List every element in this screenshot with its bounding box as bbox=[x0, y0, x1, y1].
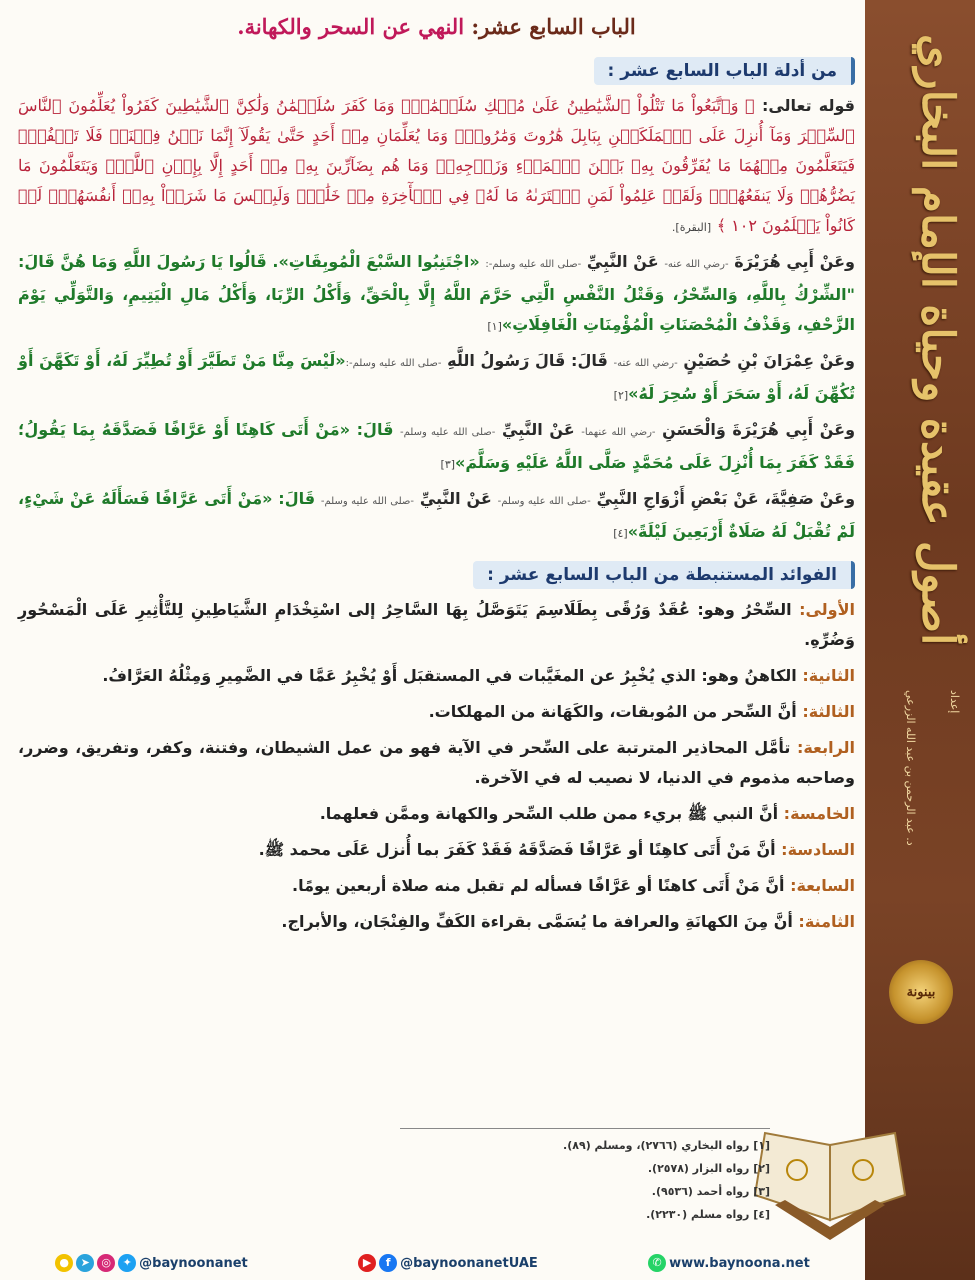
footnote: [٤] رواه مسلم (٢٢٣٠). bbox=[646, 1208, 770, 1221]
benefit-label: الثامنة: bbox=[792, 912, 855, 931]
social-group-3[interactable] bbox=[648, 1254, 810, 1272]
benefit-item bbox=[18, 835, 855, 865]
evidence-heading: من أدلة الباب السابع عشر : bbox=[594, 57, 855, 85]
chapter-name: النهي عن السحر والكهانة. bbox=[237, 14, 465, 39]
hadith-narrator: وعَنْ أَبِي هُرَيْرَةَ وَالْحَسَنِ bbox=[655, 420, 856, 439]
benefit-item bbox=[18, 661, 855, 691]
hadith-text: قَالَ: «مَنْ أَتَى كَاهِنًا أَوْ عَرَّافًا فَصَدَّقَهُ بِمَا يَقُولُ؛ فَقَدْ كَفَرَ بِمَا أُنْزِلَ عَلَى مُحَمَّدٍ صَلَّى اللَّهُ عَلَيْهِ وَسَلَّمَ» bbox=[18, 420, 855, 472]
hadith-text: «لَيْسَ مِنَّا مَنْ تَطَيَّرَ أَوْ تُطِيِّرَ لَهُ، أَوْ تَكَهَّنَ أَوْ تُكُهِّنَ لَهُ، أَوْ سَحَرَ أَوْ سُحِرَ لَهُ» bbox=[18, 351, 855, 403]
telegram-icon: ➤ bbox=[76, 1254, 94, 1272]
benefit-text: أنَّ مَنْ أَتَى كاهنًا أو عَرَّافًا فسأله لم تقبل منه صلاة أربعين يومًا. bbox=[292, 876, 785, 895]
hadith-salutation: -رضي الله عنه- bbox=[664, 259, 729, 270]
quran-text: ﴿ وَٱتَّبَعُواْ مَا تَتْلُواْ ٱلشَّيَٰطِينُ عَلَىٰ مُلۡكِ سُلَيۡمَٰنَۖ وَمَا كَفَرَ سُلَيۡمَٰنُ وَلَٰكِنَّ ٱلشَّيَٰطِينَ كَفَرُواْ يُعَلِّمُونَ ٱلنَّاسَ ٱلسِّحۡرَ وَمَآ أُنزِلَ عَلَى ٱلۡمَلَكَيۡنِ بِبَابِلَ هَٰرُوتَ وَمَٰرُوتَۚ وَمَا يُعَلِّمَانِ مِنۡ أَحَدٍ حَتَّىٰ يَقُولَآ إِنَّمَا نَحۡنُ فِتۡنَةٞ فَلَا تَكۡفُرۡۖ فَيَتَعَلَّمُونَ مِنۡهُمَا مَا يُفَرِّقُونَ بِهِۦ بَيۡنَ ٱلۡمَرۡءِ وَزَوۡجِهِۦۚ وَمَا هُم بِضَآرِّينَ بِهِۦ مِنۡ أَحَدٍ إِلَّا بِإِذۡنِ ٱللَّهِۚ وَيَتَعَلَّمُونَ مَا يَضُرُّهُمۡ وَلَا يَنفَعُهُمۡۚ وَلَقَدۡ عَلِمُواْ لَمَنِ ٱشۡتَرَىٰهُ مَا لَهُۥ فِي ٱلۡأٓخِرَةِ مِنۡ خَلَٰقٖۚ وَلَبِئۡسَ مَا شَرَوۡاْ بِهِۦٓ أَنفُسَهُمۡۚ لَوۡ كَانُواْ يَعۡلَمُونَ ١٠٢ ﴾ bbox=[18, 96, 856, 235]
benefit-text: أنَّ النبي ﷺ بريء ممن طلب السِّحر والكهانة وممَّن فعلهما. bbox=[319, 804, 779, 823]
hadith-1 bbox=[18, 247, 855, 342]
benefit-label: الخامسة: bbox=[778, 804, 855, 823]
baynoona-logo bbox=[889, 960, 953, 1024]
hadith-narrator: وعَنْ عِمْرَانَ بْنِ حُصَيْنٍ bbox=[677, 351, 856, 370]
hadith-narrator: عَنْ النَّبِيِّ bbox=[581, 252, 665, 271]
footnotes bbox=[400, 1128, 770, 1231]
benefit-label: الأولى: bbox=[791, 600, 856, 619]
hadith-narrator: عَنْ النَّبِيِّ bbox=[414, 489, 498, 508]
benefit-label: الثالثة: bbox=[796, 702, 855, 721]
benefit-item bbox=[18, 595, 855, 655]
handle-link[interactable]: @baynoonanetUAE bbox=[400, 1255, 538, 1271]
quran-intro: قوله تعالى: bbox=[754, 96, 856, 115]
benefit-item bbox=[18, 733, 855, 793]
website-link[interactable]: www.baynoona.net bbox=[669, 1255, 810, 1271]
hadith-narrator: قَالَ: قَالَ رَسُولُ اللَّهِ bbox=[441, 351, 614, 370]
twitter-icon: ✦ bbox=[118, 1254, 136, 1272]
hadith-text: قَالَ: «مَنْ أَتَى عَرَّافًا فَسَأَلَهُ عَنْ شَيْءٍ، لَمْ تُقْبَلْ لَهُ صَلَاةٌ أَرْبَعِينَ لَيْلَةً» bbox=[18, 489, 855, 541]
benefit-item bbox=[18, 697, 855, 727]
whatsapp-icon: ✆ bbox=[648, 1254, 666, 1272]
hadith-text: «اجْتَنِبُوا السَّبْعَ الْمُوبِقَاتِ». قَالُوا يَا رَسُولَ اللَّهِ وَمَا هُنَّ قَالَ: "الشِّرْكُ بِاللَّهِ، وَالسِّحْرُ، وَقَتْلُ النَّفْسِ الَّتِي حَرَّمَ اللَّهُ إِلَّا بِالْحَقِّ، وَأَكْلُ الرِّبَا، وَأَكْلُ مَالِ الْيَتِيمِ، وَالتَّوَلِّي يَوْمَ الزَّحْفِ، وَقَذْفُ الْمُحْصَنَاتِ الْمُؤْمِنَاتِ الْغَافِلَاتِ» bbox=[18, 252, 855, 334]
benefit-label: الثانية: bbox=[796, 666, 855, 685]
hadith-salutation: -صلى الله عليه وسلم- bbox=[400, 427, 496, 438]
benefit-item bbox=[18, 871, 855, 901]
facebook-icon: f bbox=[379, 1254, 397, 1272]
benefit-text: تأمَّل المحاذير المترتبة على السِّحر في الآية فهو من عمل الشيطان، وفتنة، وكفر، وتفريق، وضرر، وصاحبه مذموم في الدنيا، لا نصيب له في الآخرة. bbox=[18, 738, 855, 787]
benefit-text: أنَّ مِنَ الكهانَةِ والعرافة ما يُسَمَّى بقراءة الكَفِّ والفِنْجَان، والأبراج. bbox=[281, 912, 793, 931]
footnote-ref: [٣] bbox=[440, 458, 456, 471]
youtube-icon: ▶ bbox=[358, 1254, 376, 1272]
hadith-narrator: وعَنْ صَفِيَّةَ، عَنْ بَعْضِ أَزْوَاجِ النَّبِيِّ bbox=[590, 489, 856, 508]
footnote: [١] رواه البخاري (٢٧٦٦)، ومسلم (٨٩). bbox=[563, 1139, 770, 1152]
benefit-label: السادسة: bbox=[775, 840, 855, 859]
hadith-salutation: -صلى الله عليه وسلم- bbox=[320, 496, 414, 507]
benefit-label: الرابعة: bbox=[790, 738, 856, 757]
hadith-narrator: وعَنْ أَبِي هُرَيْرَةَ bbox=[728, 252, 855, 271]
hadith-4 bbox=[18, 484, 855, 549]
handle-link[interactable]: @baynoonanet bbox=[139, 1255, 248, 1271]
open-book-icon bbox=[745, 1125, 915, 1245]
chapter-label: الباب السابع عشر: bbox=[464, 14, 636, 39]
hadith-salutation: -صلى الله عليه وسلم-: bbox=[485, 259, 582, 270]
footnote: [٣] رواه أحمد (٩٥٣٦). bbox=[651, 1185, 770, 1198]
instagram-icon: ◎ bbox=[97, 1254, 115, 1272]
social-group-1[interactable] bbox=[55, 1254, 248, 1272]
benefit-text: أنَّ مَنْ أَتَى كاهِنًا أو عَرَّافًا فَصَدَّقَهُ فَقَدْ كَفَرَ بما أُنزل عَلَى محمد ﷺ. bbox=[258, 840, 776, 859]
author-name: د. عبد الرحمن بن عبد الله الزرعي bbox=[904, 690, 917, 846]
benefit-item bbox=[18, 799, 855, 829]
footnote-ref: [٤] bbox=[613, 527, 628, 540]
logo-text: بينونة bbox=[906, 984, 936, 1000]
social-group-2[interactable] bbox=[358, 1254, 538, 1272]
hadith-narrator: عَنْ النَّبِيِّ bbox=[495, 420, 582, 439]
snapchat-icon: ● bbox=[55, 1254, 73, 1272]
hadith-salutation: -صلى الله عليه وسلم-: bbox=[345, 358, 442, 369]
quran-verse bbox=[18, 91, 855, 243]
footnote-ref: [٢] bbox=[613, 389, 629, 402]
hadith-3 bbox=[18, 415, 855, 480]
prepared-by-label: إعداد bbox=[948, 690, 961, 714]
main-content bbox=[18, 0, 855, 943]
chapter-title bbox=[18, 14, 855, 39]
benefit-label: السابعة: bbox=[784, 876, 855, 895]
hadith-2 bbox=[18, 346, 855, 411]
benefit-text: الكاهنُ وهو: الذي يُخْبِرُ عن المغَيَّبات في المستقبَل أَوْ يُخْبِرُ عَمَّا في الضَّمِيرِ وَمِثْلُهُ العَرَّافُ. bbox=[102, 666, 797, 685]
social-footer bbox=[0, 1246, 865, 1280]
book-title: أصول عقيدة وحياة الإمام البخاري bbox=[912, 34, 963, 646]
benefit-text: أنَّ السِّحر من المُوبقات، والكَهَانة من المهلكات. bbox=[428, 702, 797, 721]
benefits-heading: الفوائد المستنبطة من الباب السابع عشر : bbox=[473, 561, 855, 589]
quran-ref: [البقرة]. bbox=[671, 221, 712, 234]
sidebar-banner bbox=[865, 0, 975, 1280]
benefit-item bbox=[18, 907, 855, 937]
hadith-salutation: -رضي الله عنهما- bbox=[581, 427, 656, 438]
benefit-text: السِّحْرُ وهو: عُقَدٌ وَرُقًى بِطَلَاسِمَ يَتَوَصَّلُ بِهَا السَّاحِرُ إلى اسْتِخْدَامِ الشَّيَاطِينِ لِلتَّأْثِيرِ عَلَى الْمَسْحُورِ وَضُرِّهِ. bbox=[18, 600, 855, 649]
hadith-salutation: -رضي الله عنه- bbox=[613, 358, 678, 369]
hadith-salutation: -صلى الله عليه وسلم- bbox=[497, 496, 591, 507]
footnote: [٢] رواه البزار (٢٥٧٨). bbox=[647, 1162, 770, 1175]
footnote-ref: [١] bbox=[487, 320, 502, 333]
